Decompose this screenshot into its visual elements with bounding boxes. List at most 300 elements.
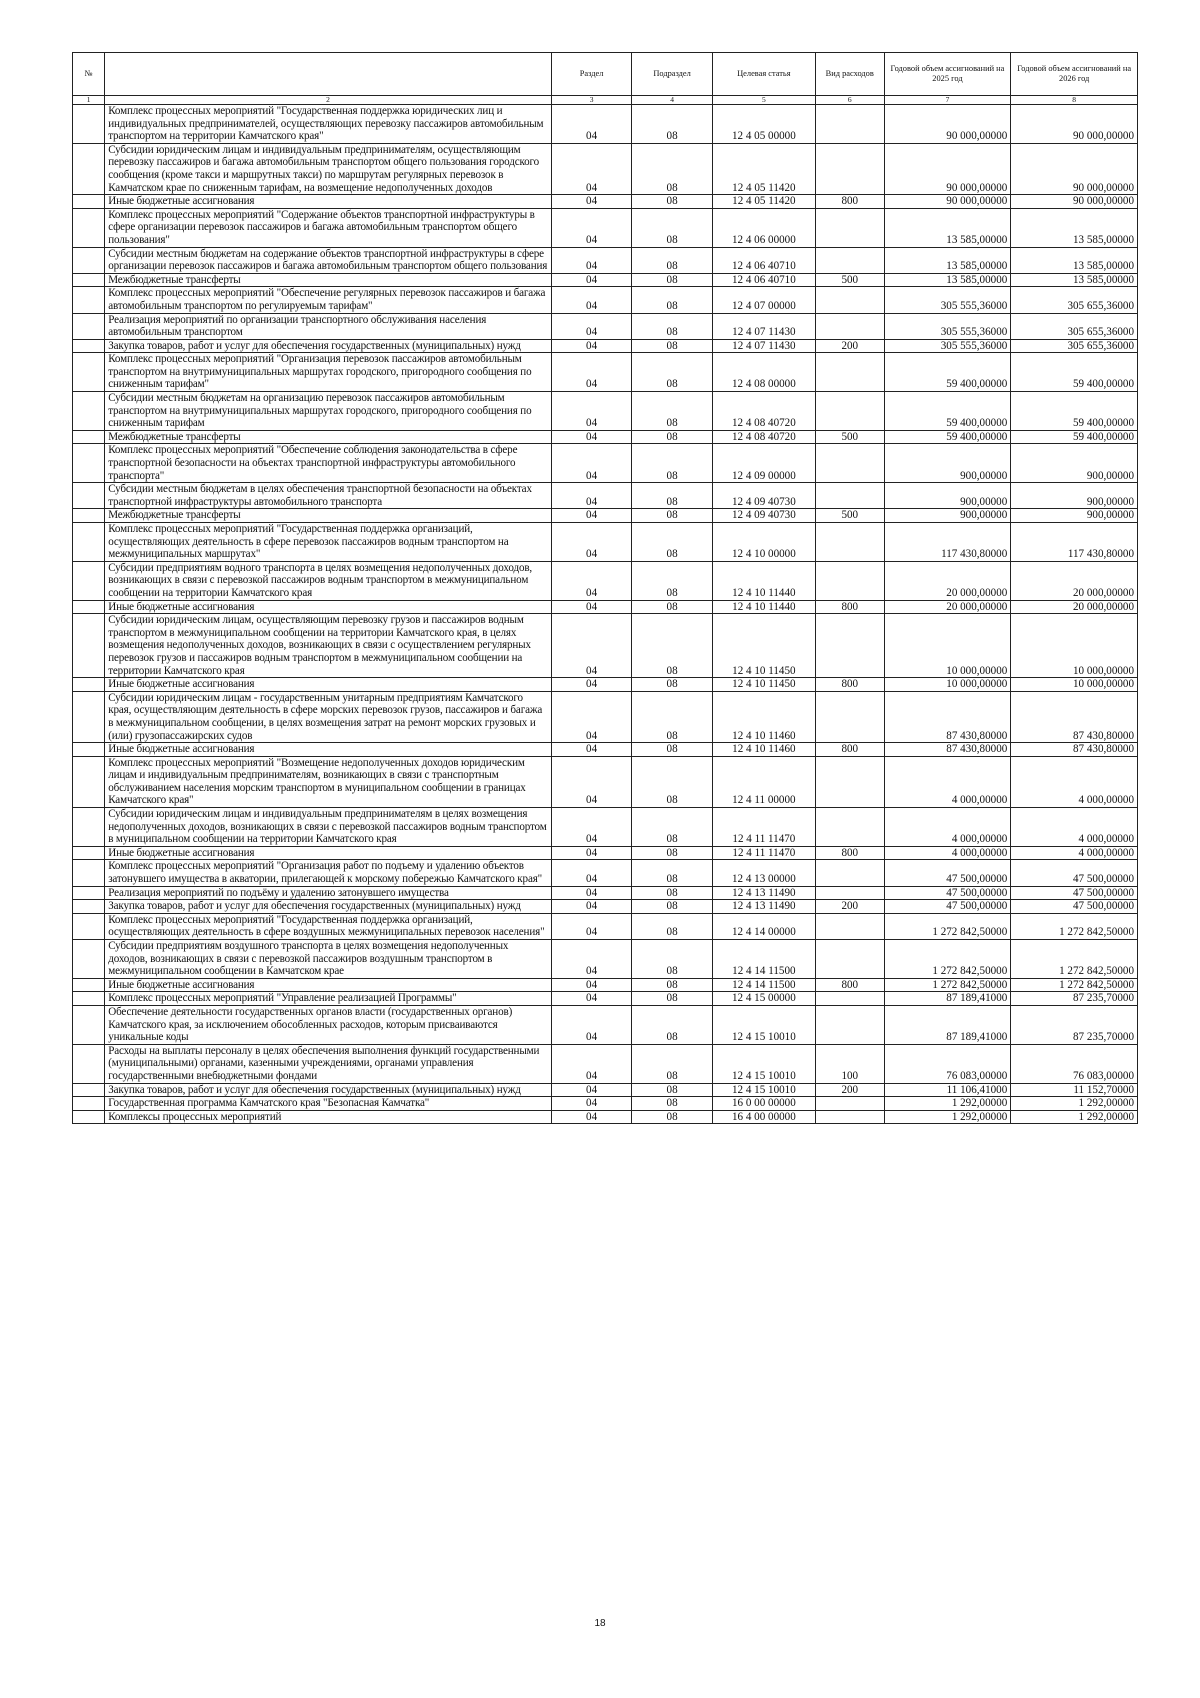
row-index bbox=[73, 940, 105, 979]
item-name: Закупка товаров, работ и услуг для обеспечения государственных (муниципальных) нужд bbox=[105, 900, 552, 914]
vid-cell: 800 bbox=[815, 978, 884, 992]
razdel-cell: 04 bbox=[551, 430, 632, 444]
item-name: Расходы на выплаты персоналу в целях обеспечения выполнения функций государственными (муниципальными) органами, казенными учреждениями, органами управления государственными внебюджетными фондами bbox=[105, 1044, 552, 1083]
table-row bbox=[73, 483, 1138, 509]
podrazdel-cell: 08 bbox=[632, 430, 713, 444]
celevaya-cell: 12 4 07 11430 bbox=[712, 339, 815, 353]
item-name: Субсидии юридическим лицам, осуществляющим перевозку грузов и пассажиров водным транспортом в межмуниципальном сообщении на территории Камчатского края, в целях возмещения недополученных доходов, возникающих в связи с осуществлением регулярных перевозок грузов и пассажиров водным транспортом в межмуниципальном сообщении на территории Камчатского края bbox=[105, 614, 552, 678]
item-name: Комплекс процессных мероприятий "Обеспечение соблюдения законодательства в сфере транспортной безопасности на объектах транспортной инфраструктуры автомобильного транспорта" bbox=[105, 444, 552, 483]
podrazdel-cell: 08 bbox=[632, 273, 713, 287]
row-index bbox=[73, 561, 105, 600]
amount-2025: 20 000,00000 bbox=[884, 561, 1011, 600]
podrazdel-cell: 08 bbox=[632, 900, 713, 914]
row-index bbox=[73, 992, 105, 1006]
podrazdel-cell: 08 bbox=[632, 313, 713, 339]
amount-2026: 47 500,00000 bbox=[1011, 860, 1138, 886]
vid-cell bbox=[815, 287, 884, 313]
podrazdel-cell: 08 bbox=[632, 105, 713, 144]
vid-cell bbox=[815, 913, 884, 939]
header-vid: Вид расходов bbox=[815, 53, 884, 96]
table-row bbox=[73, 444, 1138, 483]
vid-cell bbox=[815, 1097, 884, 1111]
table-row bbox=[73, 678, 1138, 692]
razdel-cell: 04 bbox=[551, 247, 632, 273]
amount-2025: 87 189,41000 bbox=[884, 1005, 1011, 1044]
row-index bbox=[73, 678, 105, 692]
podrazdel-cell: 08 bbox=[632, 1097, 713, 1111]
table-row bbox=[73, 430, 1138, 444]
table-row bbox=[73, 143, 1138, 194]
vid-cell bbox=[815, 247, 884, 273]
header-celevaya: Целевая статья bbox=[712, 53, 815, 96]
row-index bbox=[73, 808, 105, 847]
item-name: Комплексы процессных мероприятий bbox=[105, 1110, 552, 1124]
amount-2025: 87 430,80000 bbox=[884, 743, 1011, 757]
celevaya-cell: 12 4 10 11440 bbox=[712, 561, 815, 600]
row-index bbox=[73, 756, 105, 807]
vid-cell: 500 bbox=[815, 509, 884, 523]
item-name: Иные бюджетные ассигнования bbox=[105, 846, 552, 860]
celevaya-cell: 12 4 05 00000 bbox=[712, 105, 815, 144]
amount-2025: 900,00000 bbox=[884, 509, 1011, 523]
amount-2025: 87 430,80000 bbox=[884, 691, 1011, 742]
amount-2026: 900,00000 bbox=[1011, 509, 1138, 523]
razdel-cell: 04 bbox=[551, 1044, 632, 1083]
celevaya-cell: 12 4 05 11420 bbox=[712, 143, 815, 194]
celevaya-cell: 12 4 10 11440 bbox=[712, 600, 815, 614]
amount-2026: 13 585,00000 bbox=[1011, 208, 1138, 247]
amount-2025: 1 292,00000 bbox=[884, 1110, 1011, 1124]
podrazdel-cell: 08 bbox=[632, 444, 713, 483]
razdel-cell: 04 bbox=[551, 561, 632, 600]
item-name: Обеспечение деятельности государственных органов власти (государственных органов) Камчатского края, за исключением обособленных расходов, которым присваиваются уникальные коды bbox=[105, 1005, 552, 1044]
item-name: Субсидии юридическим лицам и индивидуальным предпринимателям, осуществляющим перевозку пассажиров и багажа автомобильным транспортом общего пользования городского сообщения (кроме такси и маршрутных такси) по маршрутам регулярных перевозок в Камчатском крае по сниженным тарифам, на возмещение недополученных доходов bbox=[105, 143, 552, 194]
razdel-cell: 04 bbox=[551, 756, 632, 807]
razdel-cell: 04 bbox=[551, 600, 632, 614]
amount-2026: 90 000,00000 bbox=[1011, 143, 1138, 194]
amount-2026: 4 000,00000 bbox=[1011, 808, 1138, 847]
vid-cell: 500 bbox=[815, 273, 884, 287]
item-name: Комплекс процессных мероприятий "Государственная поддержка организаций, осуществляющих деятельность в сфере воздушных межмуниципальных перевозок населения" bbox=[105, 913, 552, 939]
vid-cell bbox=[815, 886, 884, 900]
celevaya-cell: 12 4 13 11490 bbox=[712, 900, 815, 914]
item-name: Субсидии юридическим лицам и индивидуальным предпринимателям в целях возмещения недополученных доходов, возникающих в связи с перевозкой пассажиров водным транспортом в муниципальном сообщении на территории Камчатского края bbox=[105, 808, 552, 847]
amount-2026: 900,00000 bbox=[1011, 483, 1138, 509]
podrazdel-cell: 08 bbox=[632, 860, 713, 886]
row-index bbox=[73, 978, 105, 992]
amount-2026: 90 000,00000 bbox=[1011, 195, 1138, 209]
amount-2025: 1 272 842,50000 bbox=[884, 913, 1011, 939]
table-row bbox=[73, 1044, 1138, 1083]
amount-2026: 76 083,00000 bbox=[1011, 1044, 1138, 1083]
razdel-cell: 04 bbox=[551, 444, 632, 483]
celevaya-cell: 12 4 11 11470 bbox=[712, 846, 815, 860]
row-index bbox=[73, 913, 105, 939]
table-row bbox=[73, 287, 1138, 313]
razdel-cell: 04 bbox=[551, 483, 632, 509]
razdel-cell: 04 bbox=[551, 743, 632, 757]
row-index bbox=[73, 1044, 105, 1083]
amount-2026: 4 000,00000 bbox=[1011, 756, 1138, 807]
razdel-cell: 04 bbox=[551, 509, 632, 523]
razdel-cell: 04 bbox=[551, 287, 632, 313]
podrazdel-cell: 08 bbox=[632, 743, 713, 757]
row-index bbox=[73, 1083, 105, 1097]
table-row bbox=[73, 743, 1138, 757]
celevaya-cell: 12 4 15 10010 bbox=[712, 1044, 815, 1083]
podrazdel-cell: 08 bbox=[632, 143, 713, 194]
amount-2026: 305 655,36000 bbox=[1011, 339, 1138, 353]
amount-2025: 47 500,00000 bbox=[884, 900, 1011, 914]
amount-2025: 13 585,00000 bbox=[884, 273, 1011, 287]
amount-2026: 47 500,00000 bbox=[1011, 886, 1138, 900]
column-number: 4 bbox=[632, 96, 713, 105]
podrazdel-cell: 08 bbox=[632, 1110, 713, 1124]
budget-sheet bbox=[72, 52, 1138, 1124]
row-index bbox=[73, 509, 105, 523]
header-razdel: Раздел bbox=[551, 53, 632, 96]
amount-2026: 117 430,80000 bbox=[1011, 523, 1138, 562]
row-index bbox=[73, 886, 105, 900]
razdel-cell: 04 bbox=[551, 846, 632, 860]
podrazdel-cell: 08 bbox=[632, 756, 713, 807]
podrazdel-cell: 08 bbox=[632, 195, 713, 209]
vid-cell bbox=[815, 614, 884, 678]
amount-2026: 87 235,70000 bbox=[1011, 992, 1138, 1006]
razdel-cell: 04 bbox=[551, 992, 632, 1006]
amount-2026: 20 000,00000 bbox=[1011, 561, 1138, 600]
vid-cell bbox=[815, 353, 884, 392]
header-no: № bbox=[73, 53, 105, 96]
table-row bbox=[73, 913, 1138, 939]
row-index bbox=[73, 600, 105, 614]
amount-2026: 20 000,00000 bbox=[1011, 600, 1138, 614]
vid-cell bbox=[815, 992, 884, 1006]
row-index bbox=[73, 339, 105, 353]
razdel-cell: 04 bbox=[551, 940, 632, 979]
amount-2025: 90 000,00000 bbox=[884, 195, 1011, 209]
item-name: Комплекс процессных мероприятий "Государственная поддержка организаций, осуществляющих деятельность в сфере перевозок пассажиров водным транспортом на межмуниципальных маршрутах" bbox=[105, 523, 552, 562]
amount-2025: 47 500,00000 bbox=[884, 860, 1011, 886]
amount-2025: 47 500,00000 bbox=[884, 886, 1011, 900]
podrazdel-cell: 08 bbox=[632, 1044, 713, 1083]
vid-cell bbox=[815, 691, 884, 742]
celevaya-cell: 12 4 05 11420 bbox=[712, 195, 815, 209]
celevaya-cell: 12 4 10 11460 bbox=[712, 691, 815, 742]
celevaya-cell: 16 4 00 00000 bbox=[712, 1110, 815, 1124]
vid-cell: 200 bbox=[815, 339, 884, 353]
razdel-cell: 04 bbox=[551, 208, 632, 247]
table-row bbox=[73, 808, 1138, 847]
podrazdel-cell: 08 bbox=[632, 614, 713, 678]
vid-cell bbox=[815, 940, 884, 979]
item-name: Иные бюджетные ассигнования bbox=[105, 978, 552, 992]
vid-cell bbox=[815, 1110, 884, 1124]
table-row bbox=[73, 339, 1138, 353]
item-name: Закупка товаров, работ и услуг для обеспечения государственных (муниципальных) нужд bbox=[105, 339, 552, 353]
podrazdel-cell: 08 bbox=[632, 1083, 713, 1097]
podrazdel-cell: 08 bbox=[632, 678, 713, 692]
column-number: 7 bbox=[884, 96, 1011, 105]
amount-2026: 1 272 842,50000 bbox=[1011, 913, 1138, 939]
table-row bbox=[73, 273, 1138, 287]
razdel-cell: 04 bbox=[551, 1110, 632, 1124]
item-name: Иные бюджетные ассигнования bbox=[105, 743, 552, 757]
vid-cell bbox=[815, 444, 884, 483]
row-index bbox=[73, 444, 105, 483]
vid-cell bbox=[815, 1005, 884, 1044]
vid-cell: 800 bbox=[815, 195, 884, 209]
row-index bbox=[73, 273, 105, 287]
amount-2025: 117 430,80000 bbox=[884, 523, 1011, 562]
amount-2025: 10 000,00000 bbox=[884, 678, 1011, 692]
vid-cell bbox=[815, 860, 884, 886]
razdel-cell: 04 bbox=[551, 392, 632, 431]
table-row bbox=[73, 600, 1138, 614]
celevaya-cell: 12 4 15 10010 bbox=[712, 1005, 815, 1044]
item-name: Закупка товаров, работ и услуг для обеспечения государственных (муниципальных) нужд bbox=[105, 1083, 552, 1097]
amount-2026: 4 000,00000 bbox=[1011, 846, 1138, 860]
amount-2026: 1 272 842,50000 bbox=[1011, 940, 1138, 979]
celevaya-cell: 12 4 13 11490 bbox=[712, 886, 815, 900]
amount-2025: 59 400,00000 bbox=[884, 430, 1011, 444]
celevaya-cell: 12 4 08 00000 bbox=[712, 353, 815, 392]
amount-2026: 47 500,00000 bbox=[1011, 900, 1138, 914]
vid-cell: 800 bbox=[815, 678, 884, 692]
item-name: Иные бюджетные ассигнования bbox=[105, 195, 552, 209]
header-2026: Годовой объем ассигнований на 2026 год bbox=[1011, 53, 1138, 96]
razdel-cell: 04 bbox=[551, 691, 632, 742]
podrazdel-cell: 08 bbox=[632, 1005, 713, 1044]
amount-2025: 20 000,00000 bbox=[884, 600, 1011, 614]
razdel-cell: 04 bbox=[551, 1005, 632, 1044]
amount-2026: 1 292,00000 bbox=[1011, 1110, 1138, 1124]
razdel-cell: 04 bbox=[551, 1083, 632, 1097]
table-row bbox=[73, 978, 1138, 992]
row-index bbox=[73, 313, 105, 339]
podrazdel-cell: 08 bbox=[632, 978, 713, 992]
vid-cell: 100 bbox=[815, 1044, 884, 1083]
column-number: 2 bbox=[105, 96, 552, 105]
row-index bbox=[73, 1110, 105, 1124]
celevaya-cell: 12 4 10 11450 bbox=[712, 614, 815, 678]
row-index bbox=[73, 247, 105, 273]
table-row bbox=[73, 247, 1138, 273]
vid-cell bbox=[815, 143, 884, 194]
amount-2025: 305 555,36000 bbox=[884, 339, 1011, 353]
column-number: 6 bbox=[815, 96, 884, 105]
item-name: Комплекс процессных мероприятий "Обеспечение регулярных перевозок пассажиров и багажа автомобильным транспортом по регулируемым тарифам" bbox=[105, 287, 552, 313]
row-index bbox=[73, 430, 105, 444]
header-podrazdel: Подраздел bbox=[632, 53, 713, 96]
vid-cell bbox=[815, 208, 884, 247]
amount-2025: 59 400,00000 bbox=[884, 353, 1011, 392]
razdel-cell: 04 bbox=[551, 523, 632, 562]
razdel-cell: 04 bbox=[551, 1097, 632, 1111]
item-name: Субсидии местным бюджетам в целях обеспечения транспортной безопасности на объектах транспортной инфраструктуры автомобильного транспорта bbox=[105, 483, 552, 509]
vid-cell: 800 bbox=[815, 846, 884, 860]
podrazdel-cell: 08 bbox=[632, 392, 713, 431]
item-name: Межбюджетные трансферты bbox=[105, 273, 552, 287]
table-row bbox=[73, 313, 1138, 339]
amount-2026: 10 000,00000 bbox=[1011, 614, 1138, 678]
amount-2025: 1 272 842,50000 bbox=[884, 940, 1011, 979]
table-header bbox=[73, 53, 1138, 96]
item-name: Комплекс процессных мероприятий "Возмещение недополученных доходов юридическим лицам и индивидуальным предпринимателям, возникающих в связи с транспортным обслуживанием населения морским транспортом в муниципальном сообщении в границах Камчатского края" bbox=[105, 756, 552, 807]
row-index bbox=[73, 1097, 105, 1111]
vid-cell bbox=[815, 392, 884, 431]
row-index bbox=[73, 105, 105, 144]
razdel-cell: 04 bbox=[551, 313, 632, 339]
amount-2025: 87 189,41000 bbox=[884, 992, 1011, 1006]
column-number: 3 bbox=[551, 96, 632, 105]
amount-2025: 59 400,00000 bbox=[884, 392, 1011, 431]
razdel-cell: 04 bbox=[551, 886, 632, 900]
celevaya-cell: 12 4 10 11450 bbox=[712, 678, 815, 692]
table-row bbox=[73, 208, 1138, 247]
amount-2026: 13 585,00000 bbox=[1011, 247, 1138, 273]
razdel-cell: 04 bbox=[551, 195, 632, 209]
amount-2025: 76 083,00000 bbox=[884, 1044, 1011, 1083]
celevaya-cell: 12 4 08 40720 bbox=[712, 430, 815, 444]
table-row bbox=[73, 900, 1138, 914]
razdel-cell: 04 bbox=[551, 273, 632, 287]
item-name: Субсидии местным бюджетам на организацию перевозок пассажиров автомобильным транспортом на внутримуниципальных маршрутах городского, пригородного сообщения по сниженным тарифам bbox=[105, 392, 552, 431]
celevaya-cell: 12 4 06 40710 bbox=[712, 247, 815, 273]
table-row bbox=[73, 195, 1138, 209]
item-name: Комплекс процессных мероприятий "Организация перевозок пассажиров автомобильным транспортом на внутримуниципальных маршрутах городского, пригородного сообщения по сниженным тарифам" bbox=[105, 353, 552, 392]
item-name: Комплекс процессных мероприятий "Организация работ по подъему и удалению объектов затонувшего имущества в акватории, прилегающей к морскому побережью Камчатского края" bbox=[105, 860, 552, 886]
celevaya-cell: 12 4 09 00000 bbox=[712, 444, 815, 483]
podrazdel-cell: 08 bbox=[632, 561, 713, 600]
celevaya-cell: 12 4 06 40710 bbox=[712, 273, 815, 287]
column-number: 8 bbox=[1011, 96, 1138, 105]
podrazdel-cell: 08 bbox=[632, 353, 713, 392]
row-index bbox=[73, 1005, 105, 1044]
amount-2025: 90 000,00000 bbox=[884, 105, 1011, 144]
celevaya-cell: 12 4 11 00000 bbox=[712, 756, 815, 807]
amount-2026: 11 152,70000 bbox=[1011, 1083, 1138, 1097]
celevaya-cell: 12 4 07 00000 bbox=[712, 287, 815, 313]
amount-2025: 305 555,36000 bbox=[884, 287, 1011, 313]
item-name: Реализация мероприятий по подъёму и удалению затонувшего имущества bbox=[105, 886, 552, 900]
celevaya-cell: 12 4 15 10010 bbox=[712, 1083, 815, 1097]
column-number: 1 bbox=[73, 96, 105, 105]
vid-cell bbox=[815, 523, 884, 562]
razdel-cell: 04 bbox=[551, 808, 632, 847]
table-row bbox=[73, 1097, 1138, 1111]
vid-cell bbox=[815, 105, 884, 144]
podrazdel-cell: 08 bbox=[632, 247, 713, 273]
item-name: Государственная программа Камчатского края "Безопасная Камчатка" bbox=[105, 1097, 552, 1111]
celevaya-cell: 12 4 08 40720 bbox=[712, 392, 815, 431]
celevaya-cell: 12 4 13 00000 bbox=[712, 860, 815, 886]
page-number: 18 bbox=[594, 1618, 606, 1629]
podrazdel-cell: 08 bbox=[632, 600, 713, 614]
vid-cell bbox=[815, 756, 884, 807]
table-body bbox=[73, 105, 1138, 1124]
table-row bbox=[73, 756, 1138, 807]
table-row bbox=[73, 392, 1138, 431]
vid-cell bbox=[815, 483, 884, 509]
table-row bbox=[73, 614, 1138, 678]
amount-2026: 10 000,00000 bbox=[1011, 678, 1138, 692]
item-name: Субсидии предприятиям водного транспорта в целях возмещения недополученных доходов, возникающих в связи с перевозкой пассажиров водным транспортом в межмуниципальном сообщении на территории Камчатского края bbox=[105, 561, 552, 600]
celevaya-cell: 12 4 15 00000 bbox=[712, 992, 815, 1006]
vid-cell bbox=[815, 561, 884, 600]
podrazdel-cell: 08 bbox=[632, 808, 713, 847]
amount-2025: 90 000,00000 bbox=[884, 143, 1011, 194]
item-name: Субсидии местным бюджетам на содержание объектов транспортной инфраструктуры в сфере организации перевозок пассажиров и багажа автомобильным транспортом общего пользования bbox=[105, 247, 552, 273]
celevaya-cell: 12 4 09 40730 bbox=[712, 509, 815, 523]
header-2025: Годовой объем ассигнований на 2025 год bbox=[884, 53, 1011, 96]
celevaya-cell: 12 4 07 11430 bbox=[712, 313, 815, 339]
row-index bbox=[73, 900, 105, 914]
razdel-cell: 04 bbox=[551, 978, 632, 992]
amount-2025: 1 272 842,50000 bbox=[884, 978, 1011, 992]
amount-2026: 13 585,00000 bbox=[1011, 273, 1138, 287]
amount-2025: 900,00000 bbox=[884, 483, 1011, 509]
razdel-cell: 04 bbox=[551, 900, 632, 914]
amount-2025: 13 585,00000 bbox=[884, 208, 1011, 247]
amount-2025: 13 585,00000 bbox=[884, 247, 1011, 273]
row-index bbox=[73, 691, 105, 742]
celevaya-cell: 12 4 06 00000 bbox=[712, 208, 815, 247]
podrazdel-cell: 08 bbox=[632, 886, 713, 900]
podrazdel-cell: 08 bbox=[632, 339, 713, 353]
amount-2025: 305 555,36000 bbox=[884, 313, 1011, 339]
amount-2025: 4 000,00000 bbox=[884, 808, 1011, 847]
celevaya-cell: 12 4 10 00000 bbox=[712, 523, 815, 562]
table-row bbox=[73, 992, 1138, 1006]
podrazdel-cell: 08 bbox=[632, 940, 713, 979]
amount-2026: 90 000,00000 bbox=[1011, 105, 1138, 144]
table-row bbox=[73, 1110, 1138, 1124]
razdel-cell: 04 bbox=[551, 339, 632, 353]
budget-table bbox=[72, 52, 1138, 1124]
podrazdel-cell: 08 bbox=[632, 913, 713, 939]
table-row bbox=[73, 886, 1138, 900]
amount-2026: 305 655,36000 bbox=[1011, 313, 1138, 339]
podrazdel-cell: 08 bbox=[632, 691, 713, 742]
podrazdel-cell: 08 bbox=[632, 208, 713, 247]
column-numbers-row bbox=[73, 96, 1138, 105]
table-row bbox=[73, 860, 1138, 886]
celevaya-cell: 12 4 11 11470 bbox=[712, 808, 815, 847]
row-index bbox=[73, 143, 105, 194]
vid-cell: 500 bbox=[815, 430, 884, 444]
podrazdel-cell: 08 bbox=[632, 509, 713, 523]
amount-2025: 11 106,41000 bbox=[884, 1083, 1011, 1097]
vid-cell: 800 bbox=[815, 743, 884, 757]
row-index bbox=[73, 208, 105, 247]
table-row bbox=[73, 105, 1138, 144]
razdel-cell: 04 bbox=[551, 143, 632, 194]
item-name: Комплекс процессных мероприятий "Управление реализацией Программы" bbox=[105, 992, 552, 1006]
column-number: 5 bbox=[712, 96, 815, 105]
razdel-cell: 04 bbox=[551, 105, 632, 144]
razdel-cell: 04 bbox=[551, 614, 632, 678]
celevaya-cell: 12 4 14 00000 bbox=[712, 913, 815, 939]
vid-cell bbox=[815, 313, 884, 339]
item-name: Межбюджетные трансферты bbox=[105, 509, 552, 523]
item-name: Комплекс процессных мероприятий "Содержание объектов транспортной инфраструктуры в сфере организации перевозок пассажиров и багажа автомобильным транспортом общего пользования" bbox=[105, 208, 552, 247]
razdel-cell: 04 bbox=[551, 860, 632, 886]
row-index bbox=[73, 846, 105, 860]
podrazdel-cell: 08 bbox=[632, 992, 713, 1006]
vid-cell: 200 bbox=[815, 1083, 884, 1097]
amount-2026: 87 430,80000 bbox=[1011, 691, 1138, 742]
